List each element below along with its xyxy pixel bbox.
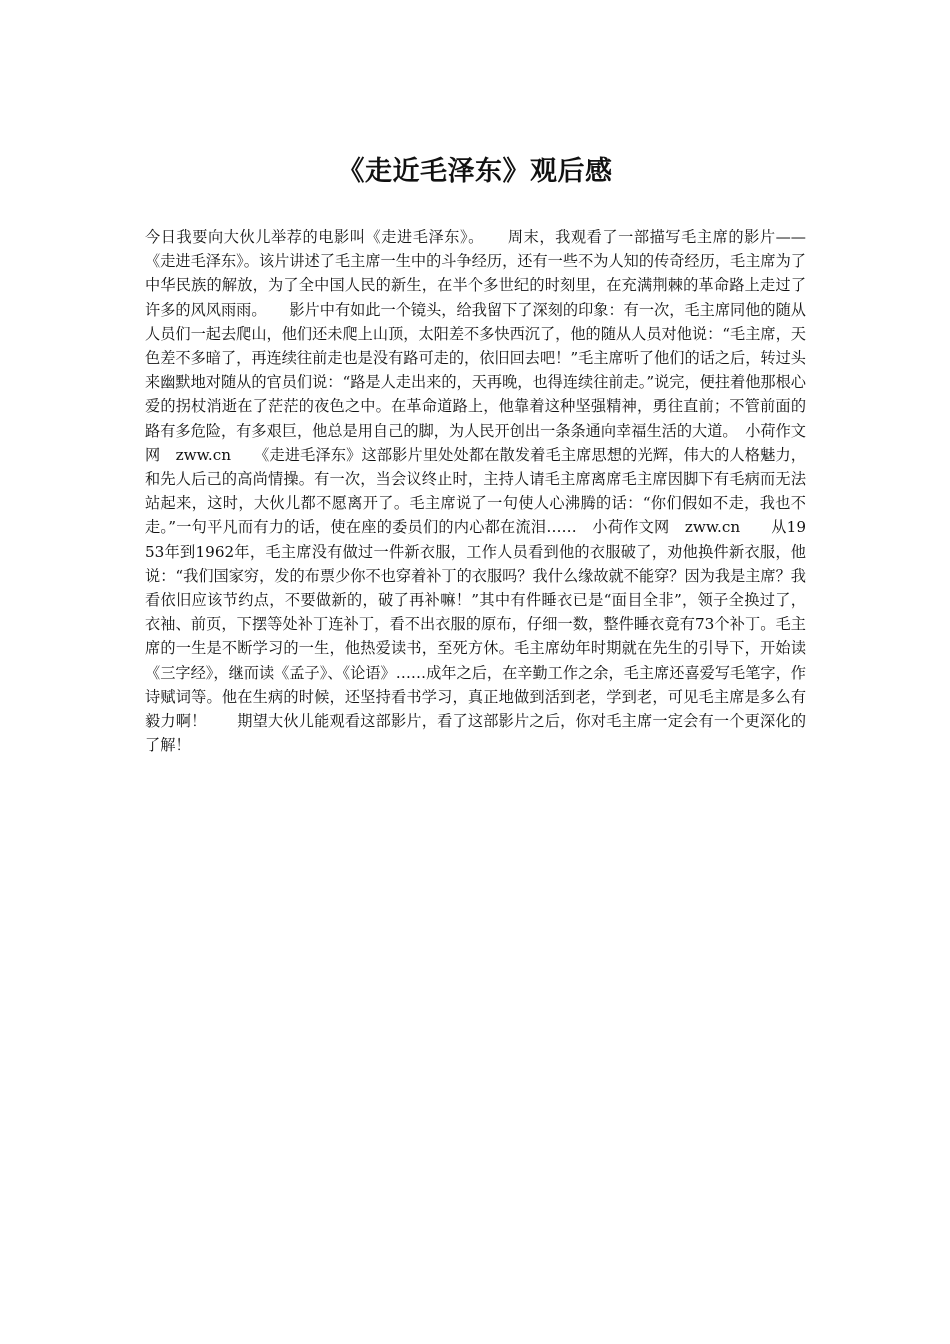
document-body: 今日我要向大伙儿举荐的电影叫《走进毛泽东》。 周末，我观看了一部描写毛主席的影片——《走进毛泽东》。该片讲述了毛主席一生中的斗争经历，还有一些不为人知的传奇经历，毛主席为了中华民族的解放，为了全中国人民的新生，在半个多世纪的时刻里，在充满荆棘的革命路上走过了许多的风风雨雨。 影片中有如此一个镜头，给我留下了深刻的印象：有一次，毛主席同他的随从人员们一起去爬山，他们还未爬上山顶，太阳差不多快西沉了，他的随从人员对他说：“毛主席，天色差不多暗了，再连续往前走也是没有路可走的，依旧回去吧！”毛主席听了他们的话之后，转过头来幽默地对随从的官员们说：“路是人走出来的，天再晚，也得连续往前走。”说完，便拄着他那根心爱的拐杖消逝在了茫茫的夜色之中。在革命道路上，他靠着这种坚强精神，勇往直前；不管前面的路有多危险，有多艰巨，他总是用自己的脚，为人民开创出一条条通向幸福生活的大道。 小荷作文网 zww.cn 《走进毛泽东》这部影片里处处都在散发着毛主席思想的光辉，伟大的人格魅力，和先人后己的高尚情操。有一次，当会议终止时，主持人请毛主席离席毛主席因脚下有毛病而无法站起来，这时，大伙儿都不愿离开了。毛主席说了一句使人心沸腾的话：“你们假如不走，我也不走。”一句平凡而有力的话，使在座的委员们的内心都在流泪…… 小荷作文网 zww.cn 从1953年到1962年，毛主席没有做过一件新衣服，工作人员看到他的衣服破了，劝他换件新衣服，他说：“我们国家穷，发的布票少你不也穿着补丁的衣服吗？我什么缘故就不能穿？因为我是主席？我看依旧应该节约点，不要做新的，破了再补嘛！”其中有件睡衣已是“面目全非”，领子全换过了，衣袖、前页，下摆等处补丁连补丁，看不出衣服的原布，仔细一数，整件睡衣竟有73个补丁。毛主席的一生是不断学习的一生，他热爱读书，至死方休。毛主席幼年时期就在先生的引导下，开始读《三字经》，继而读《孟子》、《论语》……成年之后，在辛勤工作之余，毛主席还喜爱写毛笔字，作诗赋词等。他在生病的时候，还坚持看书学习，真正地做到活到老，学到老，可见毛主席是多么有毅力啊！ 期望大伙儿能观看这部影片，看了这部影片之后，你对毛主席一定会有一个更深化的了解！ bbox=[145, 228, 806, 755]
document-title: 《走近毛泽东》观后感 bbox=[337, 156, 613, 187]
